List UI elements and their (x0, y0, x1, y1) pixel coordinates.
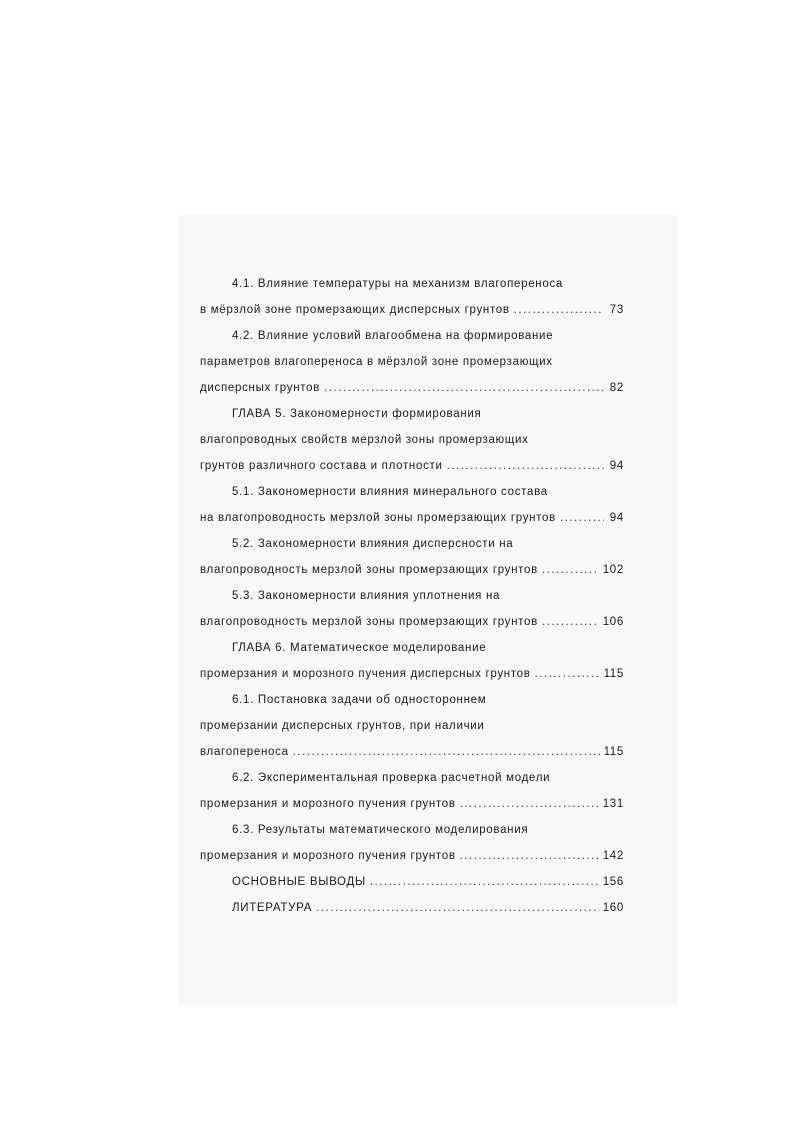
toc-line-text: 4.2. Влияние условий влагообмена на формирование (232, 330, 554, 342)
toc-entry[interactable] (200, 375, 624, 401)
toc-entry[interactable] (200, 453, 624, 479)
dot-leader (535, 661, 600, 687)
dot-leader (324, 375, 604, 401)
toc-line-text: промерзании дисперсных грунтов, при наличии (200, 720, 485, 732)
toc-line-text: ГЛАВА 5. Закономерности формирования (232, 408, 482, 420)
dot-leader (370, 869, 599, 895)
toc-entry-text: ЛИТЕРАТУРА (232, 902, 313, 914)
toc-page-number: 106 (602, 616, 624, 628)
toc-page-number: 82 (609, 382, 624, 394)
toc-line (200, 635, 624, 661)
toc-entry-text: промерзания и морозного пучения грунтов (200, 850, 456, 862)
toc-line (200, 479, 624, 505)
toc-page-number: 115 (603, 668, 624, 680)
toc-line-text: параметров влагопереноса в мёрзлой зоне промерзающих (200, 356, 553, 368)
toc-entry-text: на влагопроводность мерзлой зоны промерзающих грунтов (200, 512, 556, 524)
toc-line-text: ГЛАВА 6. Математическое моделирование (232, 642, 487, 654)
toc-line (200, 427, 624, 453)
toc-entry[interactable] (200, 791, 624, 817)
toc-line (200, 687, 624, 713)
toc-entry-text: промерзания и морозного пучения дисперсных грунтов (200, 668, 531, 680)
dot-leader (460, 791, 599, 817)
dot-leader (514, 297, 604, 323)
toc-page-number: 102 (602, 564, 624, 576)
toc-line (200, 583, 624, 609)
toc-line (200, 817, 624, 843)
toc-entry-text: промерзания и морозного пучения грунтов (200, 798, 456, 810)
dot-leader (293, 739, 600, 765)
toc-line (200, 401, 624, 427)
toc-entry[interactable] (200, 609, 624, 635)
toc-line (200, 531, 624, 557)
toc-line (200, 765, 624, 791)
dot-leader (542, 557, 599, 583)
dot-leader (447, 453, 604, 479)
toc-entry[interactable] (200, 557, 624, 583)
toc-line (200, 323, 624, 349)
toc-page-number: 94 (609, 512, 624, 524)
toc-page-number: 160 (602, 902, 624, 914)
toc-entry[interactable] (200, 739, 624, 765)
toc-line-text: 6.1. Постановка задачи об одностороннем (232, 694, 487, 706)
toc-entry[interactable] (200, 661, 624, 687)
toc-entry[interactable] (200, 297, 624, 323)
toc-line-text: 5.3. Закономерности влияния уплотнения на (232, 590, 501, 602)
toc-page-number: 94 (609, 460, 624, 472)
toc-line-text: 6.3. Результаты математического моделирования (232, 824, 529, 836)
toc-entry[interactable] (200, 869, 624, 895)
toc-entry-text: влагопереноса (200, 746, 289, 758)
toc-entry-text: влагопроводность мерзлой зоны промерзающих грунтов (200, 564, 538, 576)
toc-line (200, 349, 624, 375)
toc-entry[interactable] (200, 843, 624, 869)
toc-entry[interactable] (200, 505, 624, 531)
toc-page-number: 115 (603, 746, 624, 758)
dot-leader (316, 895, 599, 921)
toc-line (200, 713, 624, 739)
toc-line (200, 271, 624, 297)
toc-entry-text: грунтов различного состава и плотности (200, 460, 443, 472)
dot-leader (560, 505, 604, 531)
toc-line-text: 5.1. Закономерности влияния минерального состава (232, 486, 548, 498)
dot-leader (542, 609, 599, 635)
toc-entry-text: ОСНОВНЫЕ ВЫВОДЫ (232, 876, 366, 888)
toc-page-number: 73 (609, 304, 624, 316)
toc-line-text: 6.2. Экспериментальная проверка расчетной модели (232, 772, 551, 784)
toc-entry-text: в мёрзлой зоне промерзающих дисперсных грунтов (200, 304, 510, 316)
toc-page-number: 131 (602, 798, 624, 810)
toc-entry-text: влагопроводность мерзлой зоны промерзающих грунтов (200, 616, 538, 628)
toc-page-number: 156 (602, 876, 624, 888)
toc-entry[interactable] (200, 895, 624, 921)
toc-entry-text: дисперсных грунтов (200, 382, 321, 394)
dot-leader (460, 843, 599, 869)
toc-line-text: 4.1. Влияние температуры на механизм влагопереноса (232, 278, 564, 290)
table-of-contents (200, 271, 624, 921)
toc-page-number: 142 (602, 850, 624, 862)
toc-line-text: влагопроводных свойств мерзлой зоны промерзающих (200, 434, 529, 446)
toc-line-text: 5.2. Закономерности влияния дисперсности на (232, 538, 514, 550)
